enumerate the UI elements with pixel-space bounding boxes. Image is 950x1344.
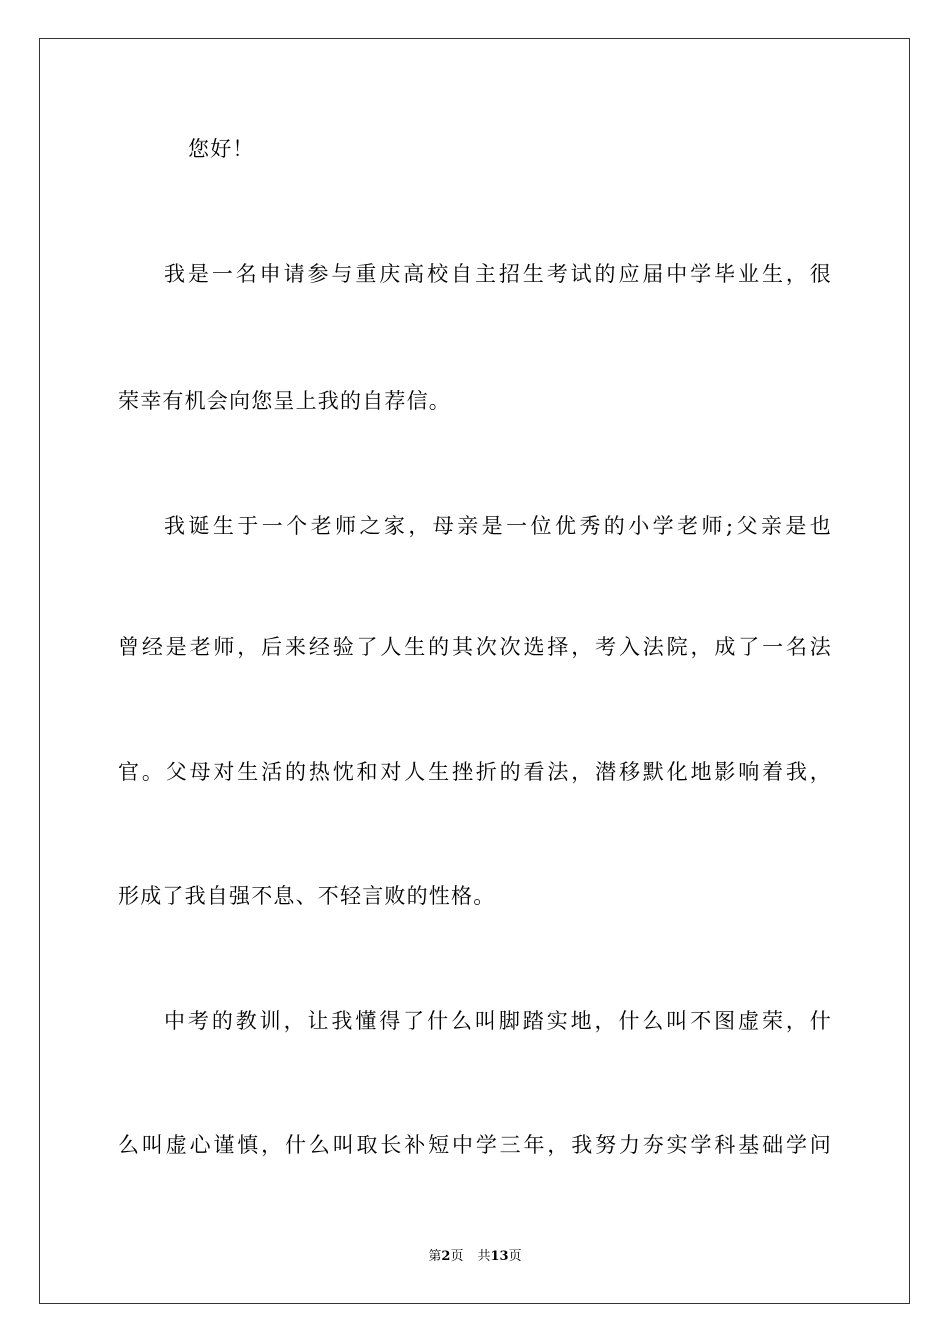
letter-line-4: 曾经是老师，后来经验了人生的其次次选择，考入法院，成了一名法 [118, 635, 832, 659]
page-border [39, 38, 910, 1304]
footer-page-number: 2 [441, 1249, 451, 1264]
letter-line-8: 么叫虚心谨慎，什么叫取长补短中学三年，我努力夯实学科基础学问 [118, 1133, 832, 1157]
letter-line-7: 中考的教训，让我懂得了什么叫脚踏实地，什么叫不图虚荣，什 [164, 1009, 832, 1033]
letter-line-3: 我诞生于一个老师之家，母亲是一位优秀的小学老师;父亲是也 [164, 514, 832, 538]
letter-line-1: 我是一名申请参与重庆高校自主招生考试的应届中学毕业生，很 [164, 262, 832, 286]
letter-line-6: 形成了我自强不息、不轻言败的性格。 [118, 884, 496, 908]
footer-total-prefix: 共 [477, 1249, 491, 1264]
page-footer [0, 1249, 950, 1265]
footer-page-prefix: 第 [428, 1249, 442, 1264]
footer-page-suffix: 页 [450, 1249, 464, 1264]
footer-total-suffix: 页 [508, 1249, 522, 1264]
footer-total-pages: 13 [490, 1249, 509, 1264]
letter-line-2: 荣幸有机会向您呈上我的自荐信。 [118, 389, 451, 413]
letter-line-5: 官。父母对生活的热忱和对人生挫折的看法，潜移默化地影响着我， [118, 760, 832, 784]
letter-greeting: 您好！ [188, 137, 255, 161]
